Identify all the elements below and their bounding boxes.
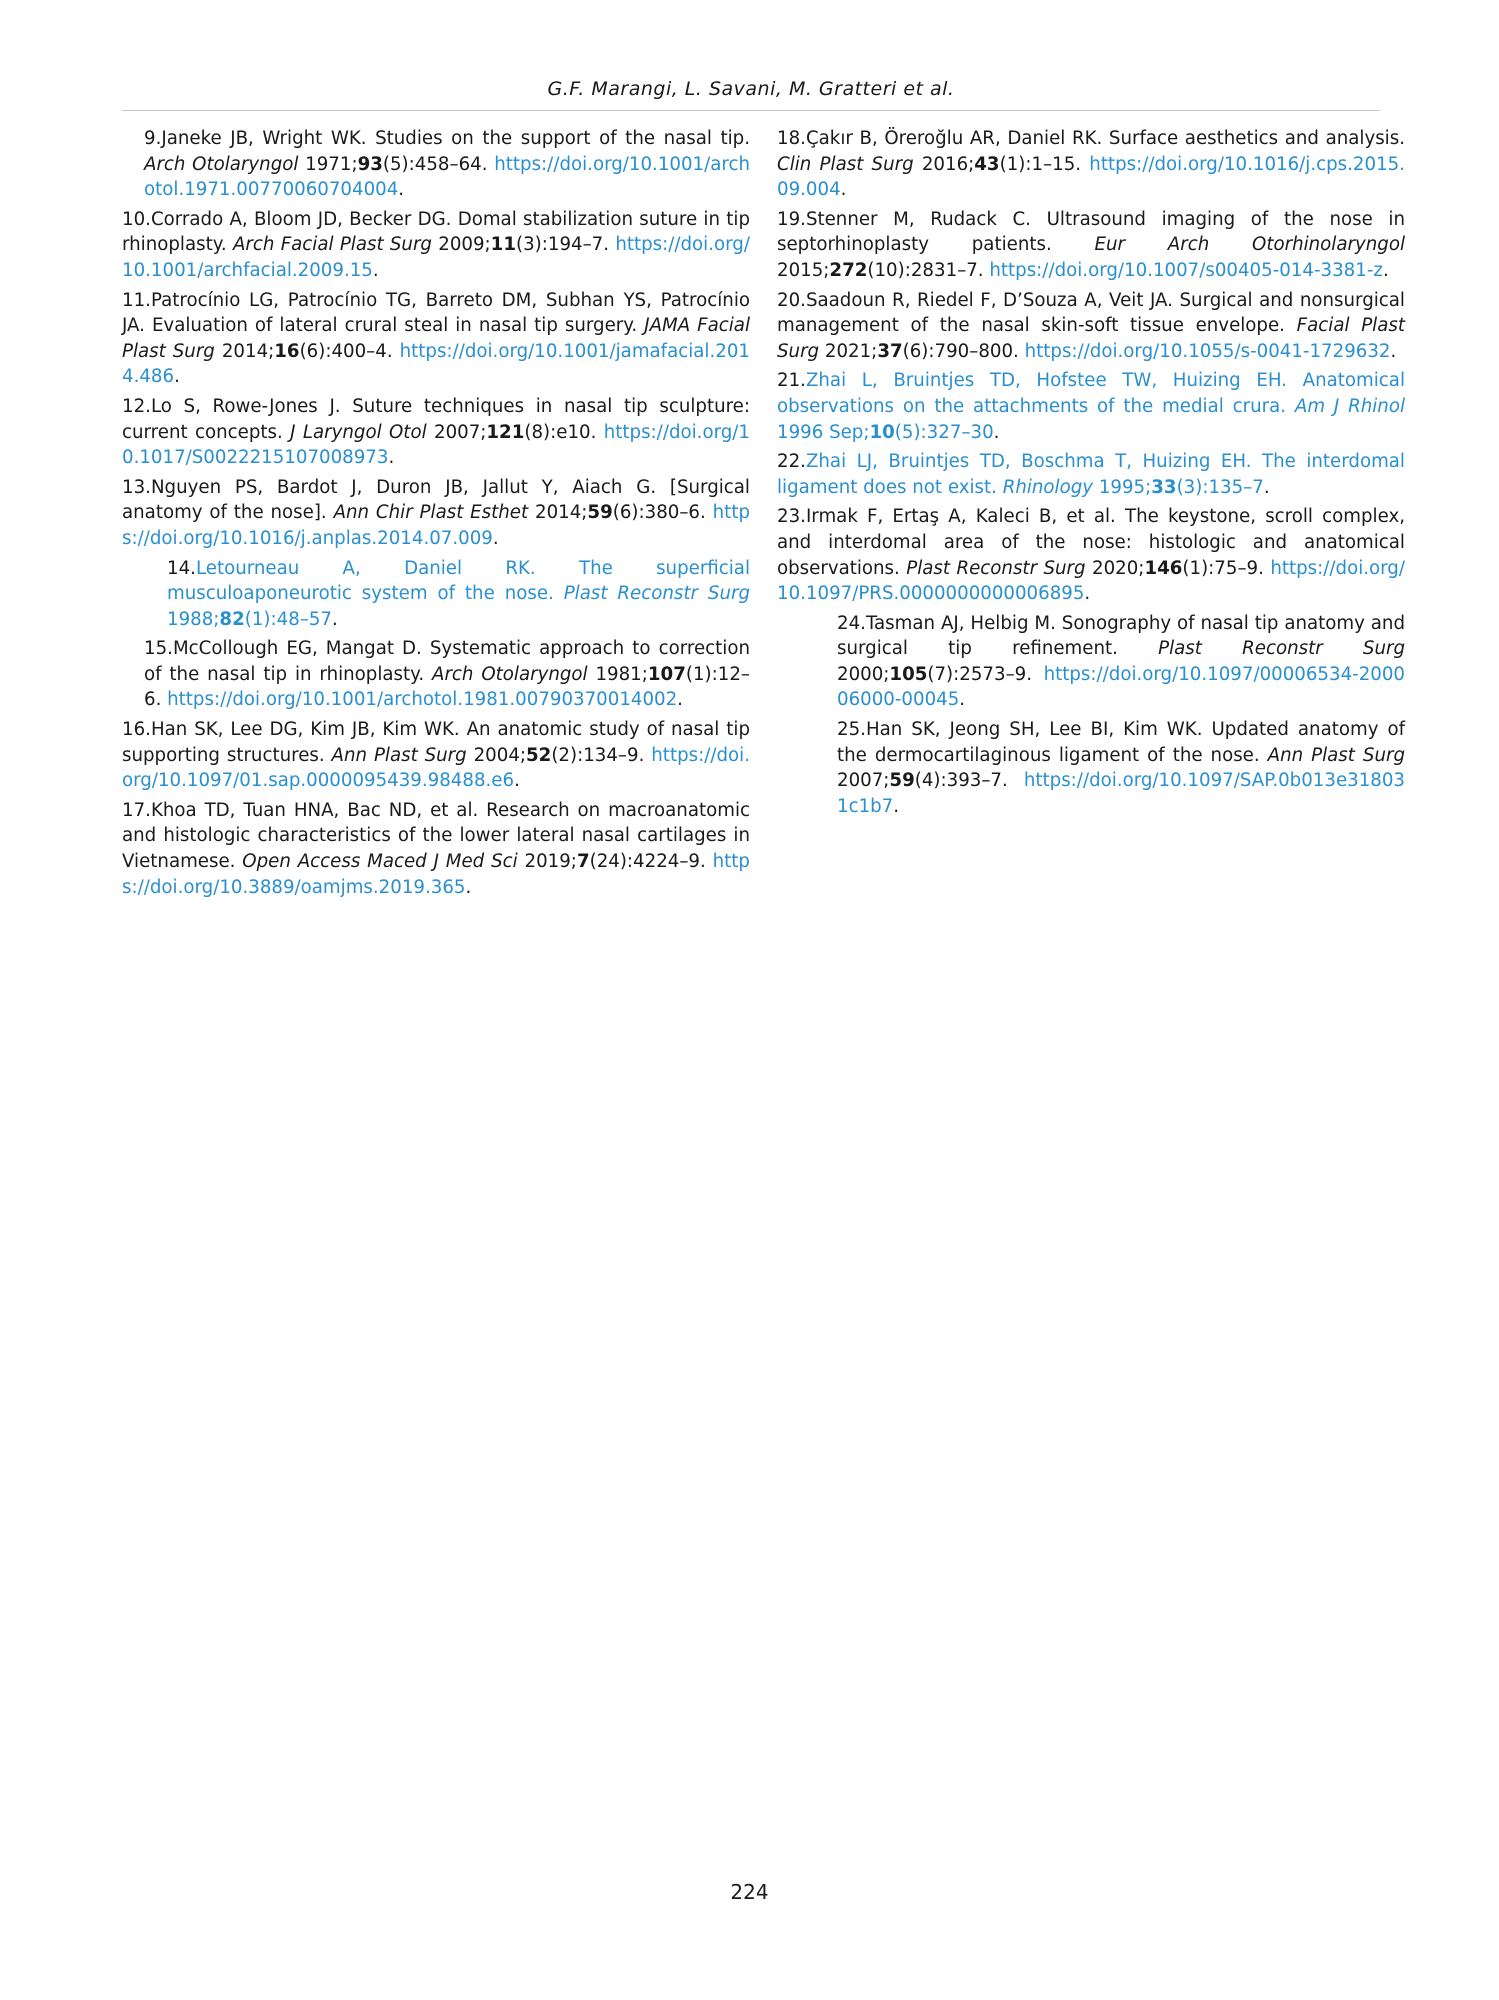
reference-doi-link[interactable]: https://doi.org/10.1016/j.cps.2015.09.004 (777, 153, 1405, 201)
reference-doi-link[interactable]: https://doi.org/10.1007/s00405-014-3381-z (989, 259, 1383, 281)
reference-number: 20. (777, 289, 806, 311)
reference-doi-link[interactable]: https://doi.org/10.1001/archfacial.2009.15 (122, 234, 750, 281)
reference-number: 25. (837, 719, 866, 741)
reference-pages: (1):12–6. (144, 663, 750, 711)
reference-number: 19. (777, 208, 806, 230)
reference-volume: 59 (587, 502, 613, 524)
reference-end: . (993, 421, 1000, 443)
reference-number: 9. (144, 128, 162, 149)
reference-pages: (6):380–6. (612, 502, 713, 524)
reference-number: 24. (837, 612, 866, 634)
reference-number: 23. (777, 506, 806, 528)
reference-end: . (398, 179, 405, 201)
reference-number: 18. (777, 128, 806, 149)
reference-number: 17. (122, 799, 151, 821)
references-left-column (122, 126, 750, 904)
reference-year: 2004; (466, 744, 527, 766)
reference-volume: 107 (647, 663, 686, 685)
reference-end: . (1084, 583, 1091, 605)
reference-volume: 16 (274, 340, 300, 362)
reference-authors: Stenner M, Rudack C. Ultrasound imaging of the nose in septorhinoplasty patients. (777, 208, 1405, 256)
reference-year[interactable]: 1995; (1093, 476, 1152, 498)
reference-pages: (6):400–4. (299, 340, 400, 362)
reference-journal: Ann Plast Surg (1267, 744, 1405, 766)
reference-year: 2021; (819, 340, 878, 362)
reference-journal: Facial Plast Surg (777, 315, 1405, 362)
reference-journal: Plast Reconstr Surg (1158, 638, 1405, 660)
reference-journal: Open Access Maced J Med Sci (242, 851, 518, 873)
reference-journal: Ann Plast Surg (331, 744, 467, 766)
reference-number: 11. (122, 289, 151, 311)
running-head: G.F. Marangi, L. Savani, M. Gratteri et al. (122, 78, 1380, 111)
reference-journal: J Laryngol Otol (290, 421, 427, 443)
reference-authors: Han SK, Jeong SH, Lee BI, Kim WK. Updated anatomy of the dermocartilaginous ligament of the nose. (837, 719, 1405, 766)
reference-doi-link[interactable]: https://doi.org/10.1001/jamafacial.2014.486 (122, 340, 750, 388)
page-number: 224 (730, 1880, 769, 1904)
reference-pages: (5):458–64. (382, 153, 495, 175)
reference-number: 15. (144, 638, 173, 660)
reference-volume: 59 (889, 770, 915, 792)
reference-item (122, 288, 750, 390)
reference-journal: Plast Reconstr Surg (906, 557, 1086, 579)
reference-year: 2000; (837, 663, 890, 685)
reference-volume: 105 (889, 663, 928, 685)
reference-pages: (6):790–800. (902, 340, 1025, 362)
reference-item (777, 207, 1405, 284)
reference-doi-link[interactable]: https://doi.org/10.1001/archotol.1971.00770060704004 (144, 153, 750, 201)
reference-doi-link[interactable]: https://doi.org/10.1055/s-0041-1729632 (1024, 340, 1391, 362)
reference-end: . (1390, 340, 1397, 362)
reference-item (777, 288, 1405, 365)
reference-item (122, 798, 750, 900)
reference-item (122, 475, 750, 552)
reference-end: . (174, 366, 180, 388)
reference-doi-link[interactable]: https://doi.org/10.1017/S0022215107008973 (122, 421, 750, 469)
reference-journal: Arch Otolaryngol (432, 663, 588, 685)
reference-pages: (4):393–7. (914, 770, 1024, 792)
reference-authors: Çakır B, Öreroğlu AR, Daniel RK. Surface aesthetics and analysis. (805, 128, 1405, 149)
reference-pages: (7):2573–9. (927, 663, 1044, 685)
reference-pages: (3):194–7. (515, 234, 616, 256)
reference-doi-link[interactable]: https://doi.org/10.1097/01.sap.0000095439.98488.e6 (122, 744, 750, 792)
reference-pages: (10):2831–7. (867, 259, 990, 281)
reference-pages[interactable]: (1):48–57 (244, 608, 333, 630)
reference-authors: Lo S, Rowe-Jones J. Suture techniques in nasal tip sculpture: current concepts. (122, 395, 750, 443)
reference-volume: 52 (526, 744, 552, 766)
reference-item (777, 504, 1405, 606)
reference-number: 13. (122, 476, 151, 498)
reference-authors: Corrado A, Bloom JD, Becker DG. Domal stabilization suture in tip rhinoplasty. (122, 208, 750, 256)
reference-end: . (1382, 259, 1389, 281)
reference-year: 1981; (587, 663, 648, 685)
reference-authors: Nguyen PS, Bardot J, Duron JB, Jallut Y, Aiach G. [Surgical anatomy of the nose]. (122, 476, 750, 524)
reference-pages: (1):75–9. (1182, 557, 1271, 579)
reference-volume[interactable]: 33 (1151, 476, 1177, 498)
reference-end: . (1263, 476, 1270, 498)
reference-number: 21. (777, 370, 806, 392)
reference-year: 2014; (528, 502, 588, 524)
reference-year[interactable]: 1988; (167, 608, 220, 630)
reference-pages: (1):1–15. (999, 153, 1090, 175)
reference-volume[interactable]: 82 (219, 608, 245, 630)
reference-item (777, 611, 1405, 713)
reference-authors: Khoa TD, Tuan HNA, Bac ND, et al. Research on macroanatomic and histologic characteristics of the lower lateral nasal cartilages in Vietnamese. (122, 799, 750, 873)
reference-doi-link[interactable]: https://doi.org/10.1097/00006534-200006000-00045 (837, 663, 1405, 711)
reference-item (122, 394, 750, 471)
reference-authors: Irmak F, Ertaş A, Kaleci B, et al. The keystone, scroll complex, and interdomal area of the nose: histologic and anatomical observations. (777, 506, 1405, 579)
reference-item (122, 717, 750, 794)
reference-item (777, 717, 1405, 819)
references-right-column (777, 126, 1405, 823)
reference-pages: (8):e10. (524, 421, 604, 443)
reference-pages[interactable]: (5):327–30 (894, 421, 994, 443)
reference-end: . (677, 689, 683, 711)
reference-year: 2015; (777, 259, 830, 281)
reference-authors: McCollough EG, Mangat D. Systematic approach to correction of the nasal tip in rhinoplasty. (144, 638, 750, 685)
reference-doi-link[interactable]: https://doi.org/10.1097/SAP.0b013e318031c1b7 (837, 770, 1405, 817)
reference-number: 12. (122, 395, 151, 417)
reference-authors[interactable]: Zhai L, Bruintjes TD, Hofstee TW, Huizing EH. Anatomical observations on the attachments of the medial crura. (777, 370, 1405, 417)
reference-number: 16. (122, 719, 151, 741)
reference-end: . (893, 795, 900, 817)
reference-journal[interactable]: Am J Rhinol (1294, 395, 1406, 417)
reference-authors[interactable]: Zhai LJ, Bruintjes TD, Boschma T, Huizing EH. The interdomal ligament does not exist. (777, 451, 1405, 498)
reference-item (777, 368, 1405, 445)
reference-number: 22. (777, 451, 806, 473)
reference-journal: Clin Plast Surg (777, 153, 914, 175)
reference-volume: 121 (486, 421, 525, 443)
reference-volume: 7 (576, 851, 590, 873)
reference-number: 10. (122, 208, 151, 230)
reference-journal: Arch Facial Plast Surg (232, 234, 432, 256)
reference-end: . (372, 259, 379, 281)
reference-authors: Janeke JB, Wright WK. Studies on the support of the nasal tip. (161, 128, 750, 149)
reference-authors[interactable]: Letourneau A, Daniel RK. The superficial musculoaponeurotic system of the nose. (167, 557, 750, 605)
reference-pages: (2):134–9. (551, 744, 652, 766)
reference-journal: Arch Otolaryngol (144, 153, 299, 175)
reference-item (122, 207, 750, 284)
reference-year: 2007; (426, 421, 487, 443)
reference-item (122, 636, 750, 713)
reference-journal[interactable]: Plast Reconstr Surg (563, 583, 750, 605)
reference-year: 2014; (214, 340, 275, 362)
reference-item (777, 449, 1405, 500)
reference-year: 2016; (913, 153, 975, 175)
reference-end: . (514, 770, 520, 792)
reference-doi-link[interactable]: https://doi.org/10.1016/j.anplas.2014.07.009 (122, 502, 750, 549)
reference-pages[interactable]: (3):135–7 (1176, 476, 1264, 498)
reference-year: 2007; (837, 770, 890, 792)
reference-doi-link[interactable]: https://doi.org/10.1097/PRS.0000000000006895 (777, 557, 1405, 605)
reference-item (122, 126, 750, 203)
reference-pages: (24):4224–9. (589, 851, 713, 873)
reference-volume: 11 (490, 234, 516, 256)
reference-item (777, 126, 1405, 203)
reference-year: 2020; (1085, 557, 1145, 579)
reference-journal: JAMA Facial Plast Surg (122, 315, 750, 362)
reference-volume[interactable]: 10 (869, 421, 895, 443)
reference-end: . (840, 179, 847, 201)
reference-authors: Saadoun R, Riedel F, D’Souza A, Veit JA. Surgical and nonsurgical management of the nasal skin-soft tissue envelope. (777, 289, 1405, 337)
reference-authors: Tasman AJ, Helbig M. Sonography of nasal tip anatomy and surgical tip refinement. (837, 612, 1405, 660)
reference-end: . (465, 876, 472, 898)
reference-volume: 43 (974, 153, 1000, 175)
reference-authors: Han SK, Lee DG, Kim JB, Kim WK. An anatomic study of nasal tip supporting structures. (122, 719, 750, 766)
reference-year[interactable]: 1996 Sep; (777, 421, 870, 443)
reference-end: . (959, 689, 966, 711)
reference-item (122, 556, 750, 633)
reference-journal: Ann Chir Plast Esthet (333, 502, 529, 524)
reference-doi-link[interactable]: https://doi.org/10.1001/archotol.1981.00790370014002 (167, 689, 678, 711)
reference-volume: 93 (357, 153, 383, 175)
reference-journal[interactable]: Rhinology (1002, 476, 1094, 498)
reference-volume: 37 (877, 340, 903, 362)
reference-year: 2009; (431, 234, 491, 256)
reference-volume: 146 (1144, 557, 1183, 579)
reference-end: . (388, 447, 395, 469)
reference-volume: 272 (829, 259, 868, 281)
reference-journal: Eur Arch Otorhinolaryngol (1094, 234, 1405, 256)
reference-authors: Patrocínio LG, Patrocínio TG, Barreto DM, Subhan YS, Patrocínio JA. Evaluation of lateral crural steal in nasal tip surgery. (122, 289, 750, 337)
reference-year: 2019; (517, 851, 577, 873)
reference-end: . (332, 608, 338, 630)
reference-year: 1971; (298, 153, 358, 175)
reference-number: 14. (167, 557, 196, 579)
reference-end: . (492, 527, 499, 549)
reference-doi-link[interactable]: https://doi.org/10.3889/oamjms.2019.365 (122, 851, 750, 898)
